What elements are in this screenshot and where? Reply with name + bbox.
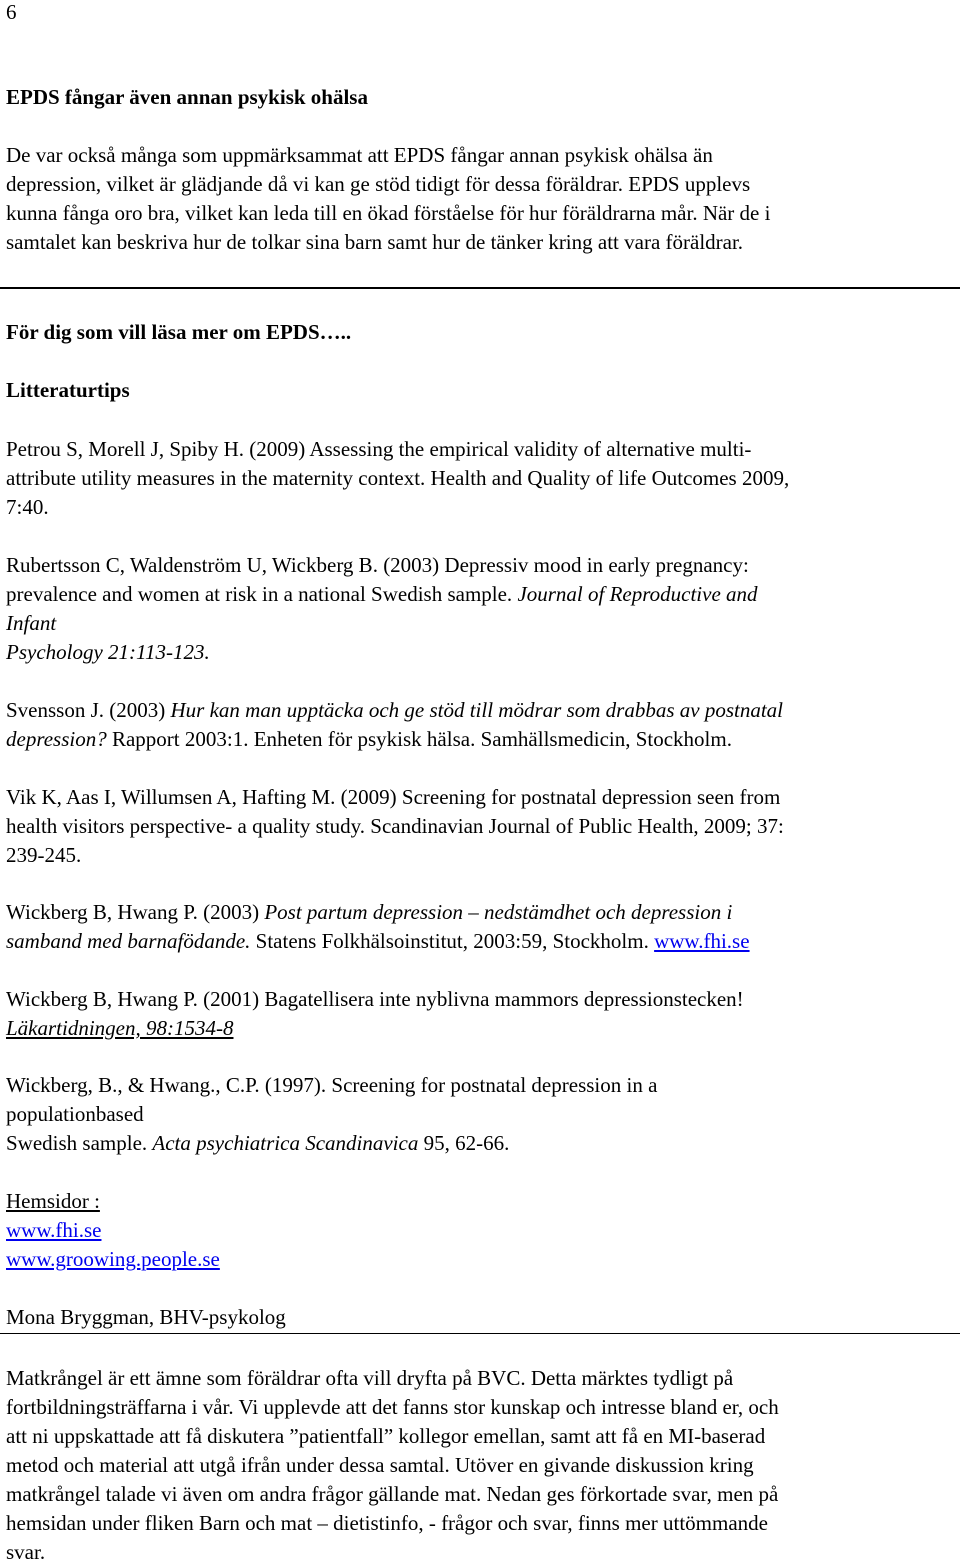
author-signature: Mona Bryggman, BHV-psykolog [6, 1305, 286, 1329]
reference-line: Petrou S, Morell J, Spiby H. (2009) Assessing the empirical validity of alternative multi- [6, 437, 752, 461]
paragraph-line: matkrångel talade vi även om andra frågor gällande mat. Nedan ges förkortade svar, men på [6, 1482, 779, 1506]
reference-text: prevalence and women at risk in a national Swedish sample. [6, 582, 518, 606]
paragraph-line: samtalet kan beskriva hur de tolkar sina barn samt hur de tänker kring att vara föräldrar. [6, 230, 744, 254]
reference-line: populationbased [6, 1102, 144, 1126]
reference-line: Wickberg B, Hwang P. (2001) Bagatellisera inte nyblivna mammors depressionstecken! [6, 987, 744, 1011]
reference-line: 7:40. [6, 495, 49, 519]
paragraph-line: svar. [6, 1540, 46, 1564]
paragraph-line: Matkrångel är ett ämne som föräldrar ofta vill dryfta på BVC. Detta märktes tydligt på [6, 1366, 734, 1390]
reference-line: 239-245. [6, 843, 82, 867]
reference-line: Läkartidningen, 98:1534-8 [6, 1016, 234, 1040]
section-heading-epds-other-health: EPDS fångar även annan psykisk ohälsa [6, 85, 368, 109]
paragraph-line: fortbildningsträffarna i vår. Vi upplevde att det fanns stor kunskap och intresse bland er, och [6, 1395, 779, 1419]
reference-line: Vik K, Aas I, Willumsen A, Hafting M. (2009) Screening for postnatal depression seen from [6, 785, 781, 809]
reference-line: Wickberg, B., & Hwang., C.P. (1997). Screening for postnatal depression in a [6, 1073, 658, 1097]
reference-text: Swedish sample. [6, 1131, 153, 1155]
reference-line: health visitors perspective- a quality study. Scandinavian Journal of Public Health, 2009; 37: [6, 814, 784, 838]
homepage-link-fhi[interactable]: www.fhi.se [6, 1218, 102, 1242]
paragraph-line: metod och material att utgå ifrån under dessa samtal. Utöver en givande diskussion kring [6, 1453, 754, 1477]
reference-line [6, 1131, 509, 1155]
page-number: 6 [6, 0, 17, 24]
reference-text: 95, 62-66. [418, 1131, 510, 1155]
report-title: depression? [6, 727, 107, 751]
homepage-link-groowing[interactable]: www.groowing.people.se [6, 1247, 220, 1271]
reference-text: Wickberg B, Hwang P. (2003) [6, 900, 265, 924]
paragraph-line: depression, vilket är glädjande då vi kan ge stöd tidigt för dessa föräldrar. EPDS upplevs [6, 172, 751, 196]
reference-line [6, 727, 732, 751]
reference-line: attribute utility measures in the maternity context. Health and Quality of life Outcomes 2009, [6, 466, 790, 490]
book-title: Post partum depression – nedstämdhet och depression i [264, 900, 733, 924]
paragraph-line: att ni uppskattade att få diskutera ”patientfall” kollegor emellan, samt att få en MI-baserad [6, 1424, 766, 1448]
reference-text: Svensson J. (2003) [6, 698, 171, 722]
section-divider [0, 287, 960, 289]
reference-line [6, 900, 732, 924]
journal-title: Acta psychiatrica Scandinavica [152, 1131, 419, 1155]
reference-line: Psychology 21:113-123. [6, 640, 210, 664]
reference-line [6, 929, 750, 953]
book-title: samband med barnafödande. [6, 929, 251, 953]
reference-line [6, 698, 783, 722]
section-heading-read-more: För dig som vill läsa mer om EPDS….. [6, 320, 352, 344]
reference-line: Infant [6, 611, 57, 635]
reference-text: Rapport 2003:1. Enheten för psykisk hälsa. Samhällsmedicin, Stockholm. [106, 727, 732, 751]
paragraph-line: hemsidan under fliken Barn och mat – dietistinfo, - frågor och svar, finns mer uttömmande [6, 1511, 768, 1535]
paragraph-line: De var också många som uppmärksammat att EPDS fångar annan psykisk ohälsa än [6, 143, 713, 167]
section-divider [0, 1333, 960, 1334]
literature-tips-heading: Litteraturtips [6, 378, 130, 402]
homepages-label: Hemsidor : [6, 1189, 100, 1213]
report-title: Hur kan man upptäcka och ge stöd till mödrar som drabbas av postnatal [170, 698, 783, 722]
paragraph-line: kunna fånga oro bra, vilket kan leda till en ökad förståelse för hur föräldrarna mår. När de i [6, 201, 771, 225]
fhi-link[interactable]: www.fhi.se [654, 929, 750, 953]
reference-text: Statens Folkhälsoinstitut, 2003:59, Stockholm. [250, 929, 655, 953]
reference-line [6, 582, 758, 606]
journal-title: Journal of Reproductive and [517, 582, 758, 606]
reference-line: Rubertsson C, Waldenström U, Wickberg B. (2003) Depressiv mood in early pregnancy: [6, 553, 749, 577]
